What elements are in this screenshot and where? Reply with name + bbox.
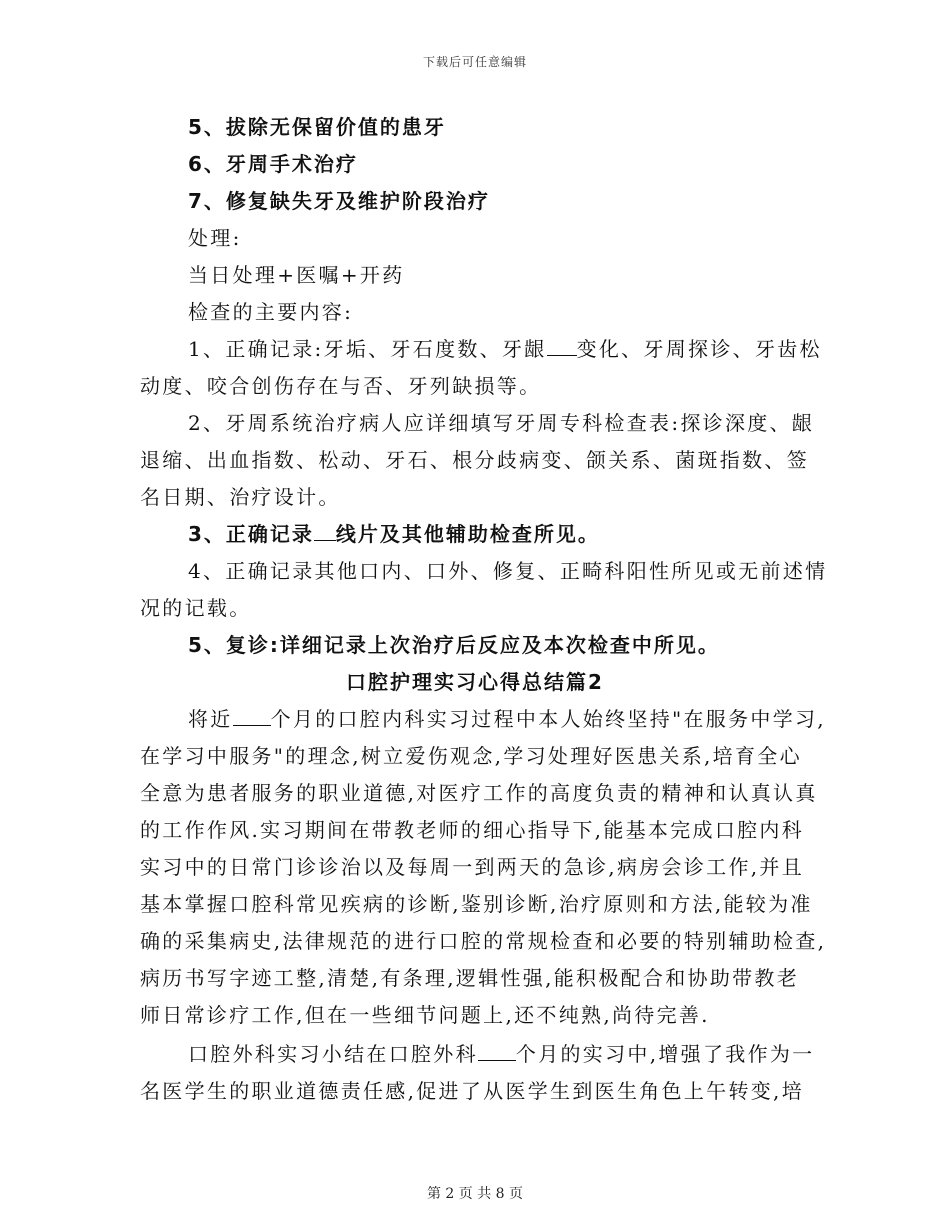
paragraph-line: 基本掌握口腔科常见疾病的诊断,鉴别诊断,治疗原则和方法,能较为准 (140, 892, 813, 916)
paragraph-line (188, 705, 826, 733)
text-segment: 1、正确记录:牙垢、牙石度数、牙龈 (188, 337, 547, 361)
list-item (188, 520, 600, 548)
paragraph-line: 实习中的日常门诊诊治以及每周一到两天的急诊,病房会诊工作,并且 (140, 855, 805, 879)
paragraph-line: 检查的主要内容: (188, 300, 354, 324)
paragraph-line (188, 1040, 814, 1068)
paragraph-line: 4、正确记录其他口内、口外、修复、正畸科阳性所见或无前述情 (188, 559, 828, 583)
paragraph-line: 名医学生的职业道德责任感,促进了从医学生到医生角色上午转变,培 (140, 1079, 805, 1103)
paragraph-line: 在学习中服务"的理念,树立爱伤观念,学习处理好医患关系,培育全心 (140, 744, 802, 768)
page-header: 下载后可任意编辑 (422, 55, 527, 69)
list-item: 5、复诊:详细记录上次治疗后反应及本次检查中所见。 (188, 633, 720, 657)
text-segment: 个月的实习中,增强了我作为一 (515, 1042, 815, 1066)
section-title: 口腔护理实习心得总结篇2 (346, 670, 604, 694)
paragraph-line: 全意为患者服务的职业道德,对医疗工作的高度负责的精神和认真认真 (140, 781, 818, 805)
list-item: 5、拔除无保留价值的患牙 (188, 115, 446, 139)
paragraph-line: 当日处理+医嘱+开药 (188, 263, 405, 287)
paragraph-line: 师日常诊疗工作,但在一些细节问题上,还不纯熟,尚待完善. (140, 1003, 710, 1027)
paragraph-line: 名日期、治疗设计。 (140, 485, 341, 509)
fill-blank (314, 522, 336, 541)
paragraph-line: 动度、咬合创伤存在与否、牙列缺损等。 (140, 374, 542, 398)
paragraph-line: 退缩、出血指数、松动、牙石、根分歧病变、颌关系、菌斑指数、签 (140, 448, 809, 472)
fill-blank (233, 707, 271, 726)
text-segment: 变化、牙周探诊、牙齿松 (576, 337, 822, 361)
paragraph-line: 2、牙周系统治疗病人应详细填写牙周专科检查表:探诊深度、龈 (188, 411, 815, 435)
text-segment: 口腔外科实习小结在口腔外科 (188, 1042, 478, 1066)
paragraph-line: 处理: (188, 226, 242, 250)
list-item: 7、修复缺失牙及维护阶段治疗 (188, 189, 490, 213)
text-segment: 个月的口腔内科实习过程中本人始终坚持"在服务中学习, (270, 707, 826, 731)
text-segment: 3、正确记录 (188, 522, 314, 546)
page-footer: 第 2 页 共 8 页 (426, 1186, 524, 1202)
list-item: 6、牙周手术治疗 (188, 152, 358, 176)
paragraph-line: 的工作作风.实习期间在带教老师的细心指导下,能基本完成口腔内科 (140, 818, 805, 842)
fill-blank (547, 337, 577, 356)
paragraph-line: 病历书写字迹工整,清楚,有条理,逻辑性强,能积极配合和协助带教老 (140, 966, 800, 990)
paragraph-line: 况的记载。 (140, 596, 252, 620)
text-segment: 将近 (188, 707, 233, 731)
fill-blank (478, 1042, 516, 1061)
text-segment: 线片及其他辅助检查所见。 (335, 522, 600, 546)
paragraph-line (188, 335, 822, 363)
paragraph-line: 确的采集病史,法律规范的进行口腔的常规检查和必要的特别辅助检查, (140, 929, 827, 953)
